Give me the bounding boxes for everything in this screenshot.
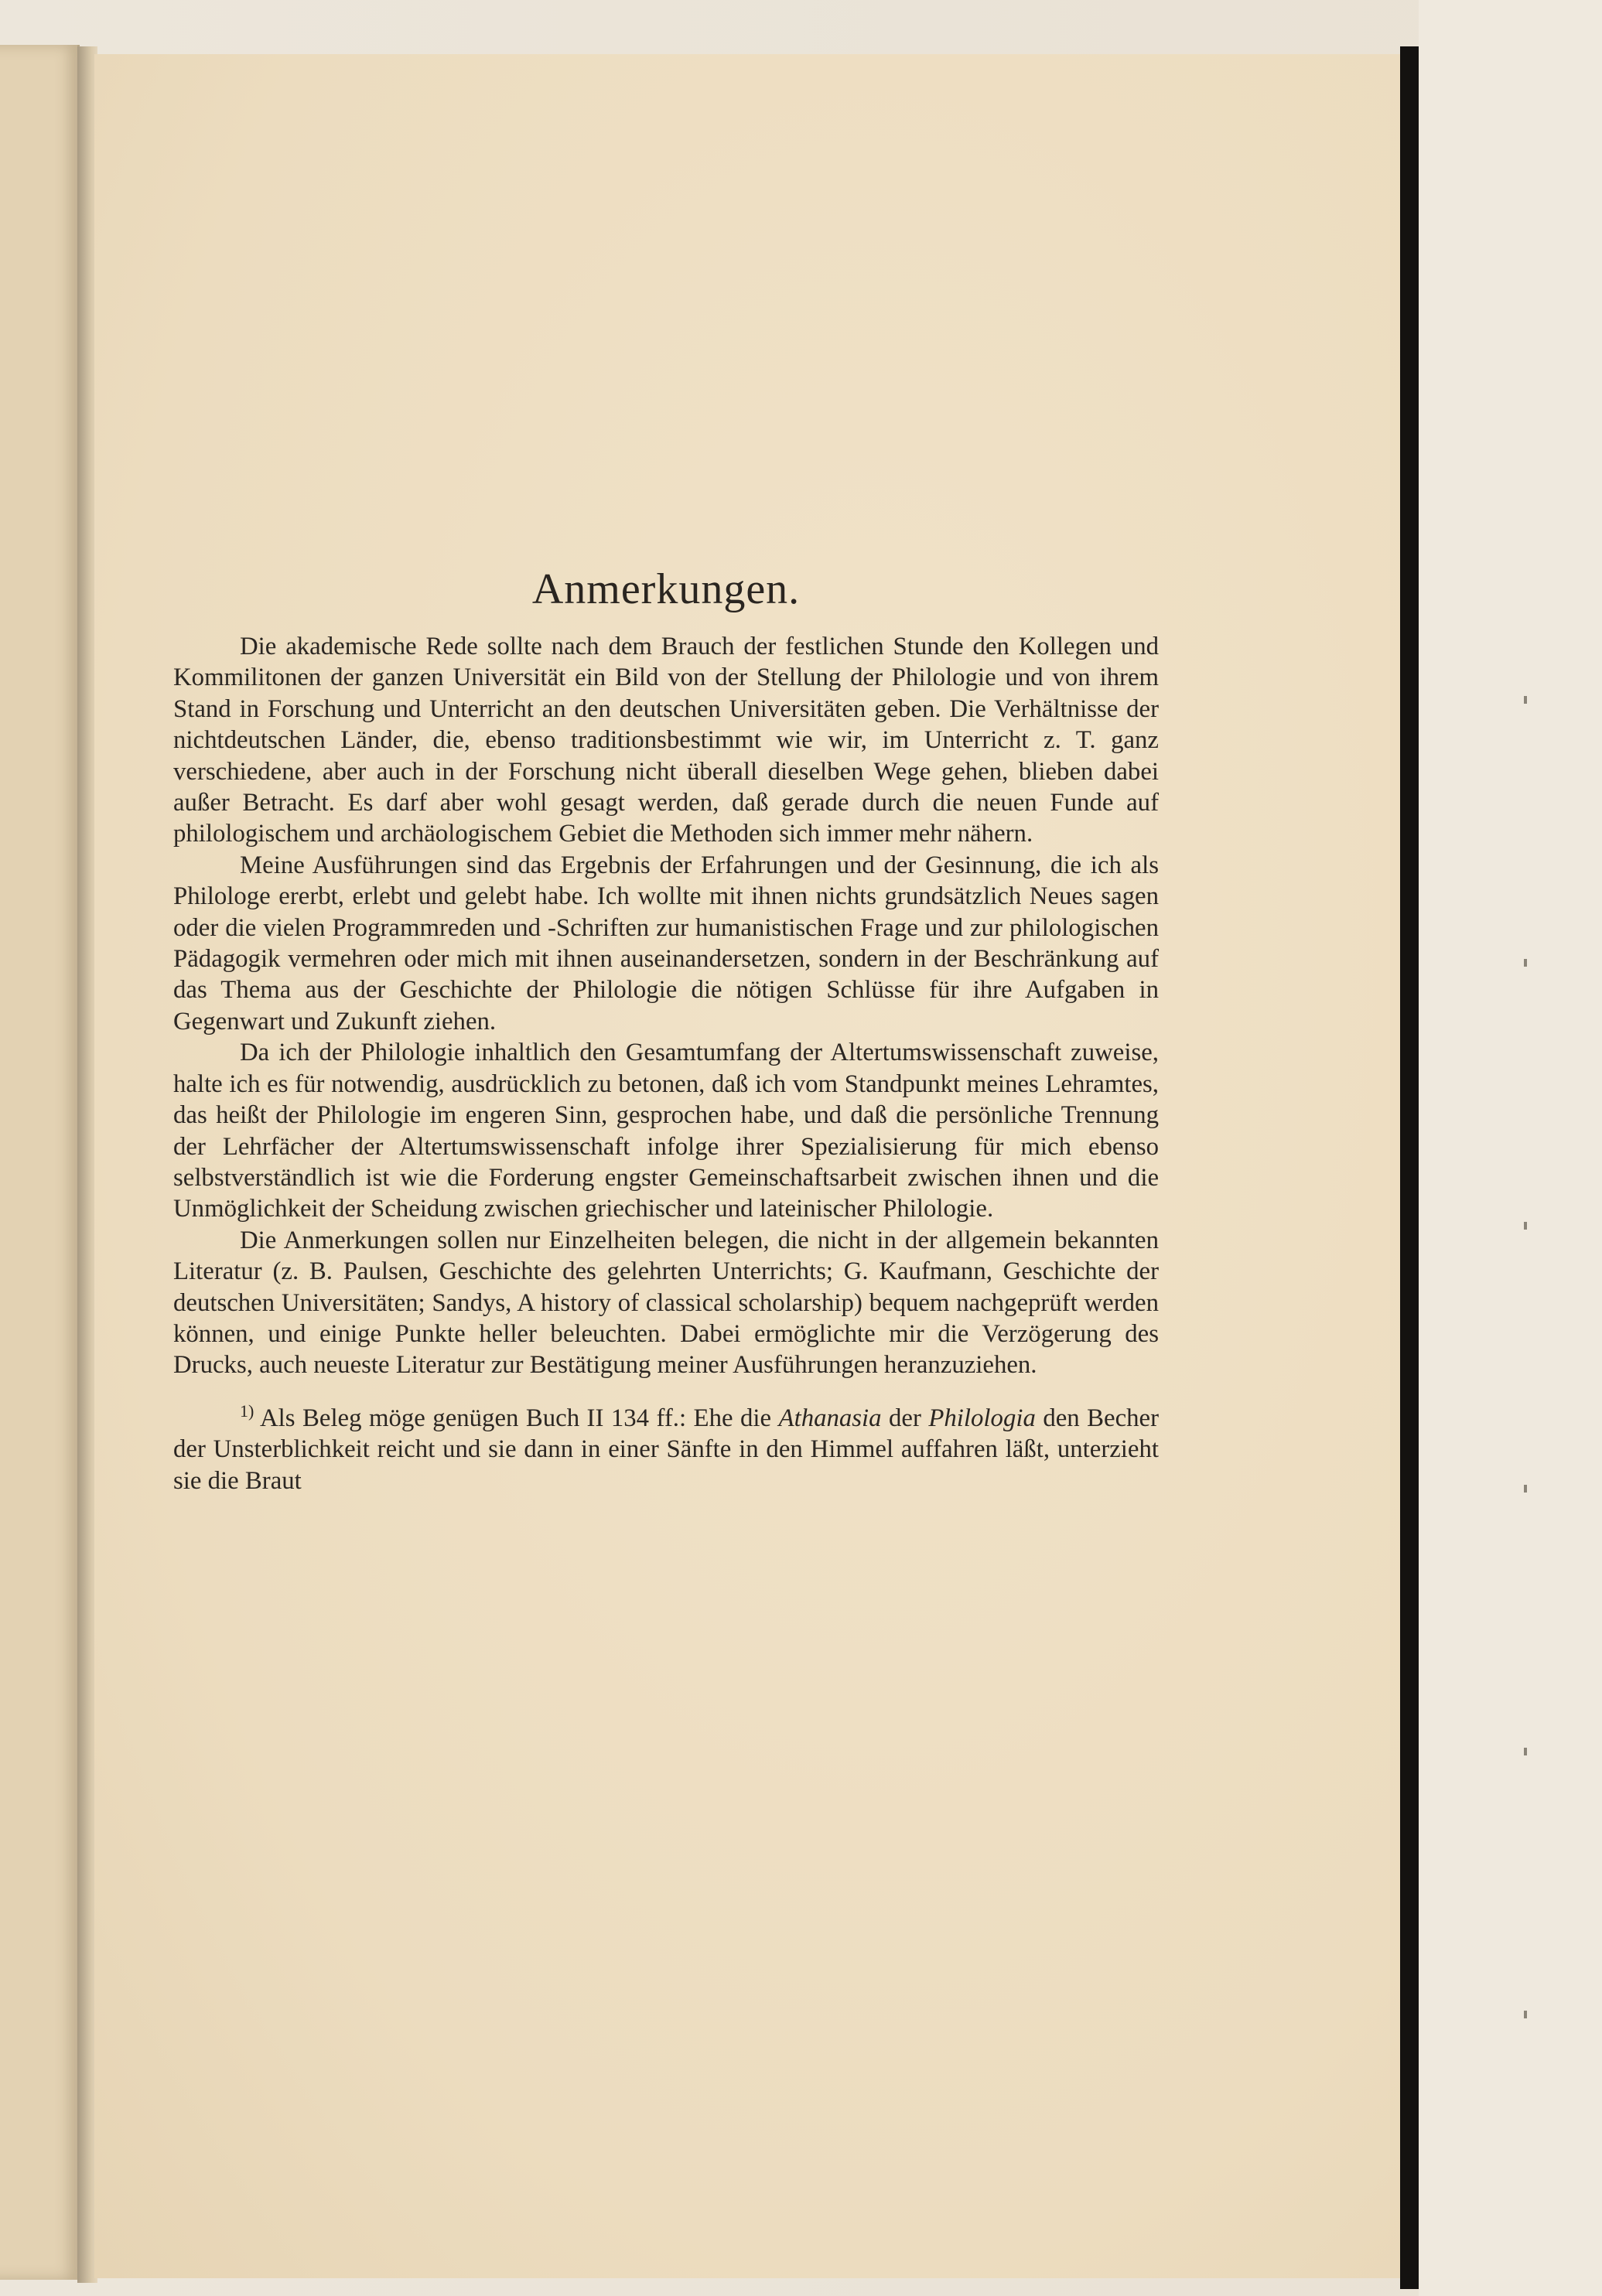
paragraph-4: Die Anmerkungen sollen nur Einzelheiten belegen, die nicht in der allgemein bekannten Literatur (z. B. Paulsen, Geschichte des gelehrten Unterrichts; G. Kaufmann, Geschichte der deutschen Universitäten; Sandys, A history of classical scholarship) bequem nachgeprüft werden können, und einige Punkte heller beleuchten. Dabei ermöglichte mir die Verzögerung des Drucks, auch neueste Literatur zur Bestätigung meiner Ausführungen heranzuziehen. <box>173 1226 1159 1380</box>
previous-page-edge <box>0 45 80 2280</box>
page-text <box>173 565 1159 1496</box>
footnote-text-1: Als Beleg möge genügen Buch II 134 ff.: Ehe die <box>254 1404 779 1432</box>
footnote-text-3: den Becher der Unsterblichkeit reicht und sie dann in einer Sänfte in den Himmel auffahren läßt, unterzieht sie die Braut <box>173 1404 1160 1495</box>
footnote-1 <box>173 1400 1160 1496</box>
scan-margin <box>1419 0 1602 2296</box>
paragraph-1: Die akademische Rede sollte nach dem Brauch der festlichen Stunde den Kollegen und Kommilitonen der ganzen Universität ein Bild von der Stellung der Philologie und von ihrem Stand in Forschung und Unterricht an den deutschen Universitäten geben. Die Verhältnisse der nichtdeutschen Länder, die, ebenso traditionsbestimmt wie wir, im Unterricht z. T. ganz verschiedene, aber auch in der Forschung nicht überall dieselben Wege gehen, blieben dabei außer Betracht. Es darf aber wohl gesagt werden, daß gerade durch die neuen Funde auf philologischem und archäologischem Gebiet die Methoden sich immer mehr nähern. <box>173 633 1159 848</box>
footnote-italic-athanasia: Athanasia <box>778 1404 882 1432</box>
footnote-marker: 1) <box>240 1400 254 1421</box>
paragraph-3: Da ich der Philologie inhaltlich den Gesamtumfang der Altertumswissenschaft zuweise, halte ich es für notwendig, ausdrücklich zu betonen, daß ich vom Standpunkt meines Lehramtes, das heißt der Philologie im engeren Sinn, gesprochen habe, und daß die persönliche Trennung der Lehrfächer der Altertumswissenschaft infolge ihrer Spezialisierung für mich ebenso selbstverständlich ist wie die Forderung engster Gemeinschaftsarbeit zwischen ihnen und die Unmöglichkeit der Scheidung zwischen griechischer und lateinischer Philologie. <box>173 1039 1159 1223</box>
footnote-text-2: der <box>881 1404 929 1432</box>
paragraph-2: Meine Ausführungen sind das Ergebnis der Erfahrungen und der Gesinnung, die ich als Philologe ererbt, erlebt und gelebt habe. Ich wollte mit ihnen nichts grundsätzlich Neues sagen oder die vielen Programmreden und -Schriften zur humanistischen Frage und zur philologischen Pädagogik vermehren oder mich mit ihnen auseinandersetzen, sondern in der Beschränkung auf das Thema aus der Geschichte der Philologie die nötigen Schlüsse für ihre Aufgaben in Gegenwart und Zukunft ziehen. <box>173 851 1159 1035</box>
page-title: Anmerkungen. <box>531 565 801 613</box>
page-edge-shadow <box>1400 46 1419 2289</box>
footnote-italic-philologia: Philologia <box>928 1404 1036 1432</box>
